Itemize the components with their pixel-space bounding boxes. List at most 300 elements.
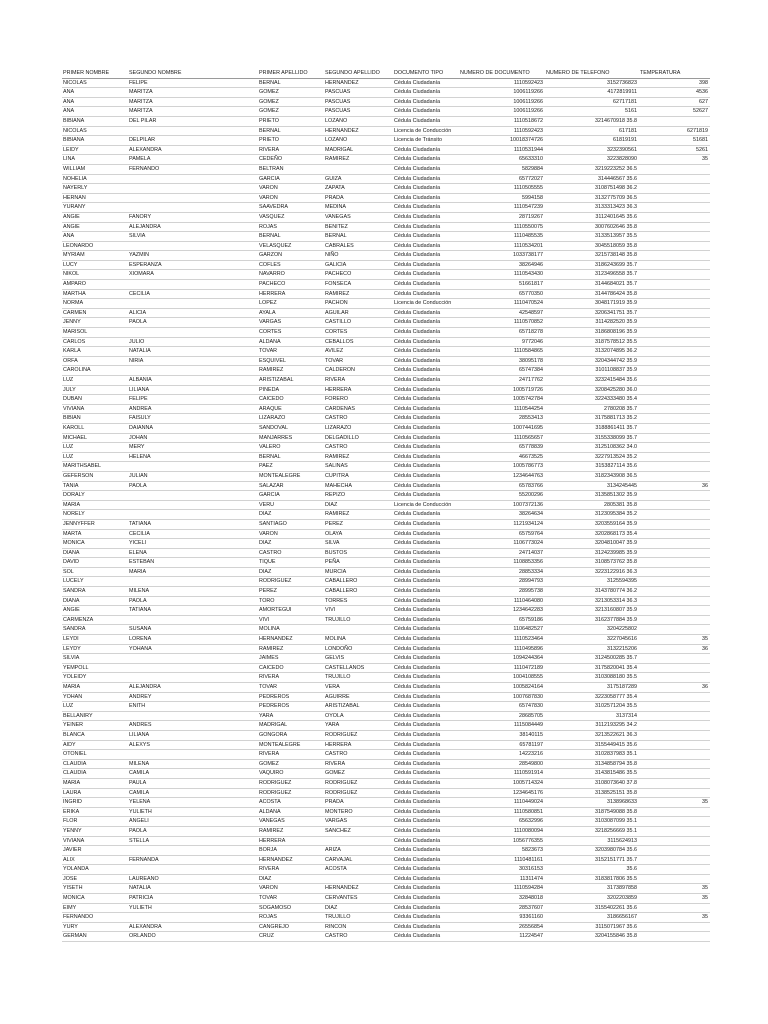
cell-numero-telefono: 3175820041 35.4 (545, 663, 639, 673)
cell-numero-telefono: 3102571204 35.5 (545, 702, 639, 712)
cell-documento-tipo: Cédula Ciudadanía (393, 855, 459, 865)
cell-numero-telefono: 617181 (545, 126, 639, 136)
cell-primer-apellido: VANEGAS (258, 817, 324, 827)
cell-numero-documento: 55200296 (459, 491, 545, 501)
cell-primer-apellido: GONGORA (258, 730, 324, 740)
cell-primer-nombre: NICOLAS (62, 126, 128, 136)
cell-primer-apellido: CRUZ (258, 932, 324, 942)
cell-temperatura (639, 587, 710, 597)
table-row (62, 750, 710, 760)
cell-documento-tipo: Cédula Ciudadanía (393, 462, 459, 472)
cell-temperatura (639, 376, 710, 386)
cell-documento-tipo: Cédula Ciudadanía (393, 625, 459, 635)
cell-documento-tipo: Cédula Ciudadanía (393, 519, 459, 529)
cell-documento-tipo: Licencia de Conducción (393, 126, 459, 136)
cell-documento-tipo: Cédula Ciudadanía (393, 356, 459, 366)
cell-numero-documento: 93361160 (459, 913, 545, 923)
table-row (62, 894, 710, 904)
cell-segundo-apellido: PASCUAS (324, 88, 393, 98)
cell-primer-apellido: MADRIGAL (258, 721, 324, 731)
cell-segundo-apellido: PRADA (324, 798, 393, 808)
table-row (62, 116, 710, 126)
cell-temperatura (639, 846, 710, 856)
cell-numero-documento: 65747830 (459, 702, 545, 712)
cell-primer-apellido: SANDOVAL (258, 423, 324, 433)
cell-numero-telefono: 4172819911 (545, 88, 639, 98)
table-row (62, 289, 710, 299)
cell-segundo-apellido: CEBALLOS (324, 337, 393, 347)
cell-segundo-nombre: PATRICIA (128, 894, 258, 904)
cell-documento-tipo: Cédula Ciudadanía (393, 798, 459, 808)
cell-temperatura: 36 (639, 481, 710, 491)
cell-segundo-apellido: MOLINA (324, 635, 393, 645)
cell-numero-telefono: 3133313423 36.3 (545, 203, 639, 213)
cell-primer-nombre: ANGIE (62, 212, 128, 222)
cell-segundo-apellido: PACHON (324, 299, 393, 309)
cell-documento-tipo: Cédula Ciudadanía (393, 452, 459, 462)
cell-numero-documento: 1110592423 (459, 78, 545, 88)
cell-documento-tipo: Cédula Ciudadanía (393, 769, 459, 779)
cell-numero-telefono: 3204810047 35.9 (545, 539, 639, 549)
cell-segundo-nombre: NATALIA (128, 884, 258, 894)
table-row (62, 587, 710, 597)
cell-numero-telefono: 3223058777 35.4 (545, 692, 639, 702)
cell-temperatura (639, 270, 710, 280)
table-row (62, 356, 710, 366)
cell-primer-apellido: ACOSTA (258, 798, 324, 808)
cell-numero-documento: 65783766 (459, 481, 545, 491)
cell-documento-tipo: Cédula Ciudadanía (393, 788, 459, 798)
table-row (62, 136, 710, 146)
cell-primer-apellido: CEDEÑO (258, 155, 324, 165)
cell-documento-tipo: Cédula Ciudadanía (393, 193, 459, 203)
cell-segundo-nombre (128, 193, 258, 203)
cell-segundo-apellido: CASTRO (324, 750, 393, 760)
cell-temperatura (639, 577, 710, 587)
cell-primer-nombre: DORALY (62, 491, 128, 501)
cell-primer-nombre: YOLEIDY (62, 673, 128, 683)
cell-primer-apellido: TOVAR (258, 683, 324, 693)
cell-temperatura (639, 596, 710, 606)
cell-primer-nombre: DUBAN (62, 395, 128, 405)
cell-temperatura: 4536 (639, 88, 710, 98)
cell-temperatura (639, 203, 710, 213)
table-row (62, 932, 710, 942)
cell-segundo-nombre (128, 654, 258, 664)
cell-segundo-nombre: MERY (128, 443, 258, 453)
cell-segundo-nombre: FELIPE (128, 395, 258, 405)
cell-segundo-apellido: BERNAL (324, 232, 393, 242)
cell-numero-telefono: 3115071967 35.6 (545, 922, 639, 932)
cell-numero-telefono: 3219223252 36.5 (545, 164, 639, 174)
cell-numero-documento: 1005742784 (459, 395, 545, 405)
cell-temperatura: 35 (639, 798, 710, 808)
cell-numero-telefono: 3215738148 35.8 (545, 251, 639, 261)
cell-numero-documento: 1110584865 (459, 347, 545, 357)
cell-primer-nombre: LUCELY (62, 577, 128, 587)
cell-documento-tipo: Cédula Ciudadanía (393, 778, 459, 788)
cell-documento-tipo: Cédula Ciudadanía (393, 663, 459, 673)
cell-numero-telefono: 3125108362 34.0 (545, 443, 639, 453)
cell-numero-documento: 1007441695 (459, 423, 545, 433)
cell-temperatura (639, 164, 710, 174)
cell-segundo-apellido: PEÑA (324, 558, 393, 568)
cell-primer-apellido: GOMEZ (258, 88, 324, 98)
cell-numero-documento: 1110594284 (459, 884, 545, 894)
cell-temperatura (639, 500, 710, 510)
cell-numero-telefono: 5161 (545, 107, 639, 117)
cell-primer-nombre: VIVIANA (62, 404, 128, 414)
cell-temperatura (639, 663, 710, 673)
cell-numero-telefono: 3173897858 (545, 884, 639, 894)
cell-primer-nombre: BIBIANA (62, 136, 128, 146)
cell-documento-tipo: Cédula Ciudadanía (393, 846, 459, 856)
cell-primer-nombre: SOL (62, 567, 128, 577)
cell-documento-tipo: Cédula Ciudadanía (393, 164, 459, 174)
cell-segundo-nombre: TATIANA (128, 519, 258, 529)
cell-segundo-nombre: MARITZA (128, 107, 258, 117)
cell-primer-apellido: AYALA (258, 308, 324, 318)
cell-segundo-apellido: MADRIGAL (324, 145, 393, 155)
cell-numero-documento: 1005786773 (459, 462, 545, 472)
cell-primer-nombre: CLAUDIA (62, 769, 128, 779)
cell-numero-documento: 38140115 (459, 730, 545, 740)
cell-documento-tipo: Cédula Ciudadanía (393, 289, 459, 299)
cell-primer-nombre: HERNAN (62, 193, 128, 203)
cell-primer-nombre: MARIA (62, 500, 128, 510)
cell-segundo-apellido: RIVERA (324, 376, 393, 386)
cell-segundo-nombre: FELIPE (128, 78, 258, 88)
table-row (62, 874, 710, 884)
cell-temperatura (639, 711, 710, 721)
cell-primer-apellido: RAMIREZ (258, 366, 324, 376)
cell-temperatura (639, 558, 710, 568)
cell-numero-telefono: 3183817806 35.5 (545, 874, 639, 884)
cell-temperatura (639, 356, 710, 366)
table-row (62, 529, 710, 539)
cell-numero-documento: 65759186 (459, 615, 545, 625)
cell-primer-apellido: VARGAS (258, 318, 324, 328)
cell-primer-nombre: DIANA (62, 596, 128, 606)
cell-documento-tipo: Cédula Ciudadanía (393, 184, 459, 194)
cell-temperatura (639, 606, 710, 616)
cell-numero-telefono: 3138525151 35.8 (545, 788, 639, 798)
cell-segundo-apellido: TRUJILLO (324, 615, 393, 625)
cell-documento-tipo: Cédula Ciudadanía (393, 894, 459, 904)
cell-temperatura (639, 730, 710, 740)
cell-primer-nombre: INGRID (62, 798, 128, 808)
cell-temperatura (639, 433, 710, 443)
cell-segundo-nombre: YULIETH (128, 807, 258, 817)
cell-temperatura (639, 491, 710, 501)
cell-numero-telefono: 3162377884 35.9 (545, 615, 639, 625)
cell-primer-apellido: ALDANA (258, 337, 324, 347)
cell-numero-documento: 1110080094 (459, 826, 545, 836)
cell-primer-nombre: LINA (62, 155, 128, 165)
table-row (62, 654, 710, 664)
table-row (62, 184, 710, 194)
cell-documento-tipo: Cédula Ciudadanía (393, 922, 459, 932)
cell-temperatura (639, 174, 710, 184)
table-row (62, 193, 710, 203)
cell-primer-nombre: NIKOL (62, 270, 128, 280)
cell-numero-documento: 1110518672 (459, 116, 545, 126)
cell-documento-tipo: Cédula Ciudadanía (393, 836, 459, 846)
cell-primer-apellido: TOVAR (258, 347, 324, 357)
cell-segundo-apellido: RAMIREZ (324, 155, 393, 165)
cell-temperatura (639, 328, 710, 338)
table-row (62, 519, 710, 529)
cell-documento-tipo: Cédula Ciudadanía (393, 865, 459, 875)
cell-temperatura (639, 654, 710, 664)
cell-temperatura: 398 (639, 78, 710, 88)
cell-temperatura (639, 817, 710, 827)
cell-numero-documento: 42548597 (459, 308, 545, 318)
cell-primer-nombre: BIBIANA (62, 116, 128, 126)
cell-primer-apellido: RIVERA (258, 865, 324, 875)
cell-documento-tipo: Cédula Ciudadanía (393, 692, 459, 702)
cell-numero-documento: 65747384 (459, 366, 545, 376)
cell-segundo-nombre: ALEJANDRA (128, 683, 258, 693)
cell-temperatura (639, 519, 710, 529)
cell-numero-telefono: 3223828090 (545, 155, 639, 165)
table-row (62, 414, 710, 424)
cell-segundo-nombre (128, 750, 258, 760)
table-row (62, 491, 710, 501)
table-row (62, 260, 710, 270)
cell-primer-apellido: BORJA (258, 846, 324, 856)
cell-primer-apellido: PINEDA (258, 385, 324, 395)
cell-primer-nombre: MARIA (62, 778, 128, 788)
cell-numero-documento: 10018374726 (459, 136, 545, 146)
table-row (62, 376, 710, 386)
cell-documento-tipo: Cédula Ciudadanía (393, 308, 459, 318)
cell-numero-telefono: 3203980784 35.6 (545, 846, 639, 856)
cell-segundo-nombre: JOHAN (128, 433, 258, 443)
cell-segundo-apellido (324, 164, 393, 174)
cell-primer-nombre: FERNANDO (62, 913, 128, 923)
cell-numero-telefono: 3152151771 35.7 (545, 855, 639, 865)
cell-primer-apellido: ESQUIVEL (258, 356, 324, 366)
cell-numero-documento: 65633310 (459, 155, 545, 165)
cell-segundo-apellido: HERNANDEZ (324, 884, 393, 894)
cell-segundo-nombre: CECILIA (128, 289, 258, 299)
cell-segundo-nombre: ALEXANDRA (128, 145, 258, 155)
table-row (62, 673, 710, 683)
cell-numero-documento: 1005714324 (459, 778, 545, 788)
cell-numero-telefono: 3204344742 35.9 (545, 356, 639, 366)
cell-documento-tipo: Licencia de Conducción (393, 299, 459, 309)
cell-primer-nombre: FLOR (62, 817, 128, 827)
cell-numero-documento: 1110570852 (459, 318, 545, 328)
header-row (62, 69, 710, 78)
cell-temperatura: 35 (639, 884, 710, 894)
cell-primer-apellido: DIAZ (258, 539, 324, 549)
cell-segundo-nombre (128, 280, 258, 290)
cell-primer-nombre: JAVIER (62, 846, 128, 856)
cell-documento-tipo: Licencia de Conducción (393, 500, 459, 510)
cell-documento-tipo: Cédula Ciudadanía (393, 740, 459, 750)
cell-numero-telefono: 3213053314 36.3 (545, 596, 639, 606)
cell-numero-documento: 1110472189 (459, 663, 545, 673)
cell-documento-tipo: Cédula Ciudadanía (393, 673, 459, 683)
cell-primer-nombre: OTONIEL (62, 750, 128, 760)
cell-numero-documento: 9772046 (459, 337, 545, 347)
cell-documento-tipo: Cédula Ciudadanía (393, 88, 459, 98)
table-row (62, 759, 710, 769)
cell-segundo-nombre: JULIAN (128, 471, 258, 481)
cell-primer-nombre: YISETH (62, 884, 128, 894)
cell-temperatura: 6271819 (639, 126, 710, 136)
cell-documento-tipo: Cédula Ciudadanía (393, 116, 459, 126)
cell-primer-apellido: CAICEDO (258, 663, 324, 673)
cell-documento-tipo: Cédula Ciudadanía (393, 251, 459, 261)
cell-primer-nombre: LEIDY (62, 145, 128, 155)
cell-temperatura: 36 (639, 644, 710, 654)
table-row (62, 328, 710, 338)
cell-temperatura (639, 788, 710, 798)
cell-numero-documento: 1110485535 (459, 232, 545, 242)
table-row (62, 577, 710, 587)
table-row (62, 846, 710, 856)
cell-temperatura (639, 471, 710, 481)
cell-primer-nombre: ANA (62, 97, 128, 107)
cell-primer-apellido: BERNAL (258, 452, 324, 462)
cell-segundo-apellido: LOZANO (324, 136, 393, 146)
table-row (62, 385, 710, 395)
table-row (62, 88, 710, 98)
table-row (62, 615, 710, 625)
cell-segundo-apellido: TOVAR (324, 356, 393, 366)
cell-segundo-nombre (128, 500, 258, 510)
cell-segundo-nombre: PAOLA (128, 596, 258, 606)
cell-segundo-nombre: MILENA (128, 759, 258, 769)
cell-primer-apellido: MONTEALEGRE (258, 740, 324, 750)
cell-numero-telefono: 3203559164 35.9 (545, 519, 639, 529)
cell-numero-telefono: 3188861411 35.7 (545, 423, 639, 433)
cell-primer-apellido: PEDREROS (258, 692, 324, 702)
table-row (62, 788, 710, 798)
cell-temperatura (639, 347, 710, 357)
cell-numero-telefono: 3227045616 (545, 635, 639, 645)
table-row (62, 548, 710, 558)
table-row (62, 337, 710, 347)
cell-primer-apellido: RODRIGUEZ (258, 788, 324, 798)
cell-segundo-apellido: SANCHEZ (324, 826, 393, 836)
cell-segundo-apellido: SILVA (324, 539, 393, 549)
table-row (62, 299, 710, 309)
cell-segundo-apellido: GELVIS (324, 654, 393, 664)
cell-temperatura: 5261 (639, 145, 710, 155)
cell-primer-apellido: MOLINA (258, 625, 324, 635)
cell-segundo-apellido: VERA (324, 683, 393, 693)
cell-segundo-nombre: ANGELI (128, 817, 258, 827)
cell-segundo-apellido: BUSTOS (324, 548, 393, 558)
cell-documento-tipo: Cédula Ciudadanía (393, 644, 459, 654)
cell-numero-documento: 1110470524 (459, 299, 545, 309)
cell-primer-apellido: VARON (258, 193, 324, 203)
cell-documento-tipo: Cédula Ciudadanía (393, 155, 459, 165)
cell-segundo-apellido: VARGAS (324, 817, 393, 827)
cell-temperatura (639, 865, 710, 875)
table-row (62, 730, 710, 740)
cell-numero-documento: 1110544254 (459, 404, 545, 414)
cell-primer-nombre: VIVIANA (62, 836, 128, 846)
table-row (62, 251, 710, 261)
cell-segundo-apellido: RINCON (324, 922, 393, 932)
cell-primer-nombre: BLANCA (62, 730, 128, 740)
cell-segundo-nombre (128, 615, 258, 625)
cell-primer-nombre: ANA (62, 232, 128, 242)
cell-primer-apellido: CORTES (258, 328, 324, 338)
cell-numero-documento: 46673525 (459, 452, 545, 462)
cell-documento-tipo: Cédula Ciudadanía (393, 721, 459, 731)
cell-segundo-nombre: ALICIA (128, 308, 258, 318)
cell-documento-tipo: Cédula Ciudadanía (393, 414, 459, 424)
cell-numero-telefono: 3112193295 34.2 (545, 721, 639, 731)
table-row (62, 836, 710, 846)
cell-primer-nombre: JENNYFFER (62, 519, 128, 529)
cell-segundo-apellido: HERRERA (324, 740, 393, 750)
cell-primer-nombre: KAROLL (62, 423, 128, 433)
cell-numero-documento: 11311474 (459, 874, 545, 884)
cell-numero-documento: 24714037 (459, 548, 545, 558)
cell-primer-apellido: ARISTIZABAL (258, 376, 324, 386)
cell-primer-nombre: NORMA (62, 299, 128, 309)
cell-primer-nombre: JULY (62, 385, 128, 395)
cell-segundo-nombre (128, 577, 258, 587)
cell-numero-documento: 1110505555 (459, 184, 545, 194)
cell-primer-apellido: GOMEZ (258, 107, 324, 117)
cell-segundo-nombre: FAISULY (128, 414, 258, 424)
cell-primer-nombre: YENNY (62, 826, 128, 836)
table-row (62, 222, 710, 232)
cell-temperatura: 35 (639, 894, 710, 904)
cell-segundo-nombre: FERNANDA (128, 855, 258, 865)
cell-segundo-apellido: HERNANDEZ (324, 78, 393, 88)
cell-segundo-apellido: CALDERON (324, 366, 393, 376)
cell-segundo-nombre: MARITZA (128, 97, 258, 107)
cell-primer-nombre: BELLANIRY (62, 711, 128, 721)
table-body (62, 78, 710, 941)
cell-documento-tipo: Cédula Ciudadanía (393, 471, 459, 481)
cell-primer-apellido: RODRIGUEZ (258, 778, 324, 788)
cell-primer-nombre: CLAUDIA (62, 759, 128, 769)
cell-primer-nombre: JOSE (62, 874, 128, 884)
cell-documento-tipo: Cédula Ciudadanía (393, 423, 459, 433)
cell-segundo-nombre: ALBANIA (128, 376, 258, 386)
cell-segundo-apellido: AGUIRRE (324, 692, 393, 702)
cell-temperatura (639, 740, 710, 750)
cell-numero-telefono: 3143780774 36.2 (545, 587, 639, 597)
cell-segundo-nombre: ENITH (128, 702, 258, 712)
table-row (62, 155, 710, 165)
cell-segundo-nombre: DELPILAR (128, 136, 258, 146)
cell-segundo-apellido: PASCUAS (324, 107, 393, 117)
cell-temperatura (639, 702, 710, 712)
table-row (62, 212, 710, 222)
cell-temperatura (639, 510, 710, 520)
cell-temperatura (639, 932, 710, 942)
cell-segundo-apellido: PACHECO (324, 270, 393, 280)
cell-numero-documento: 28994793 (459, 577, 545, 587)
cell-numero-documento: 14223216 (459, 750, 545, 760)
cell-numero-telefono: 3112401645 35.6 (545, 212, 639, 222)
cell-numero-documento: 1006119266 (459, 107, 545, 117)
cell-documento-tipo: Cédula Ciudadanía (393, 702, 459, 712)
table-row (62, 145, 710, 155)
cell-temperatura (639, 922, 710, 932)
